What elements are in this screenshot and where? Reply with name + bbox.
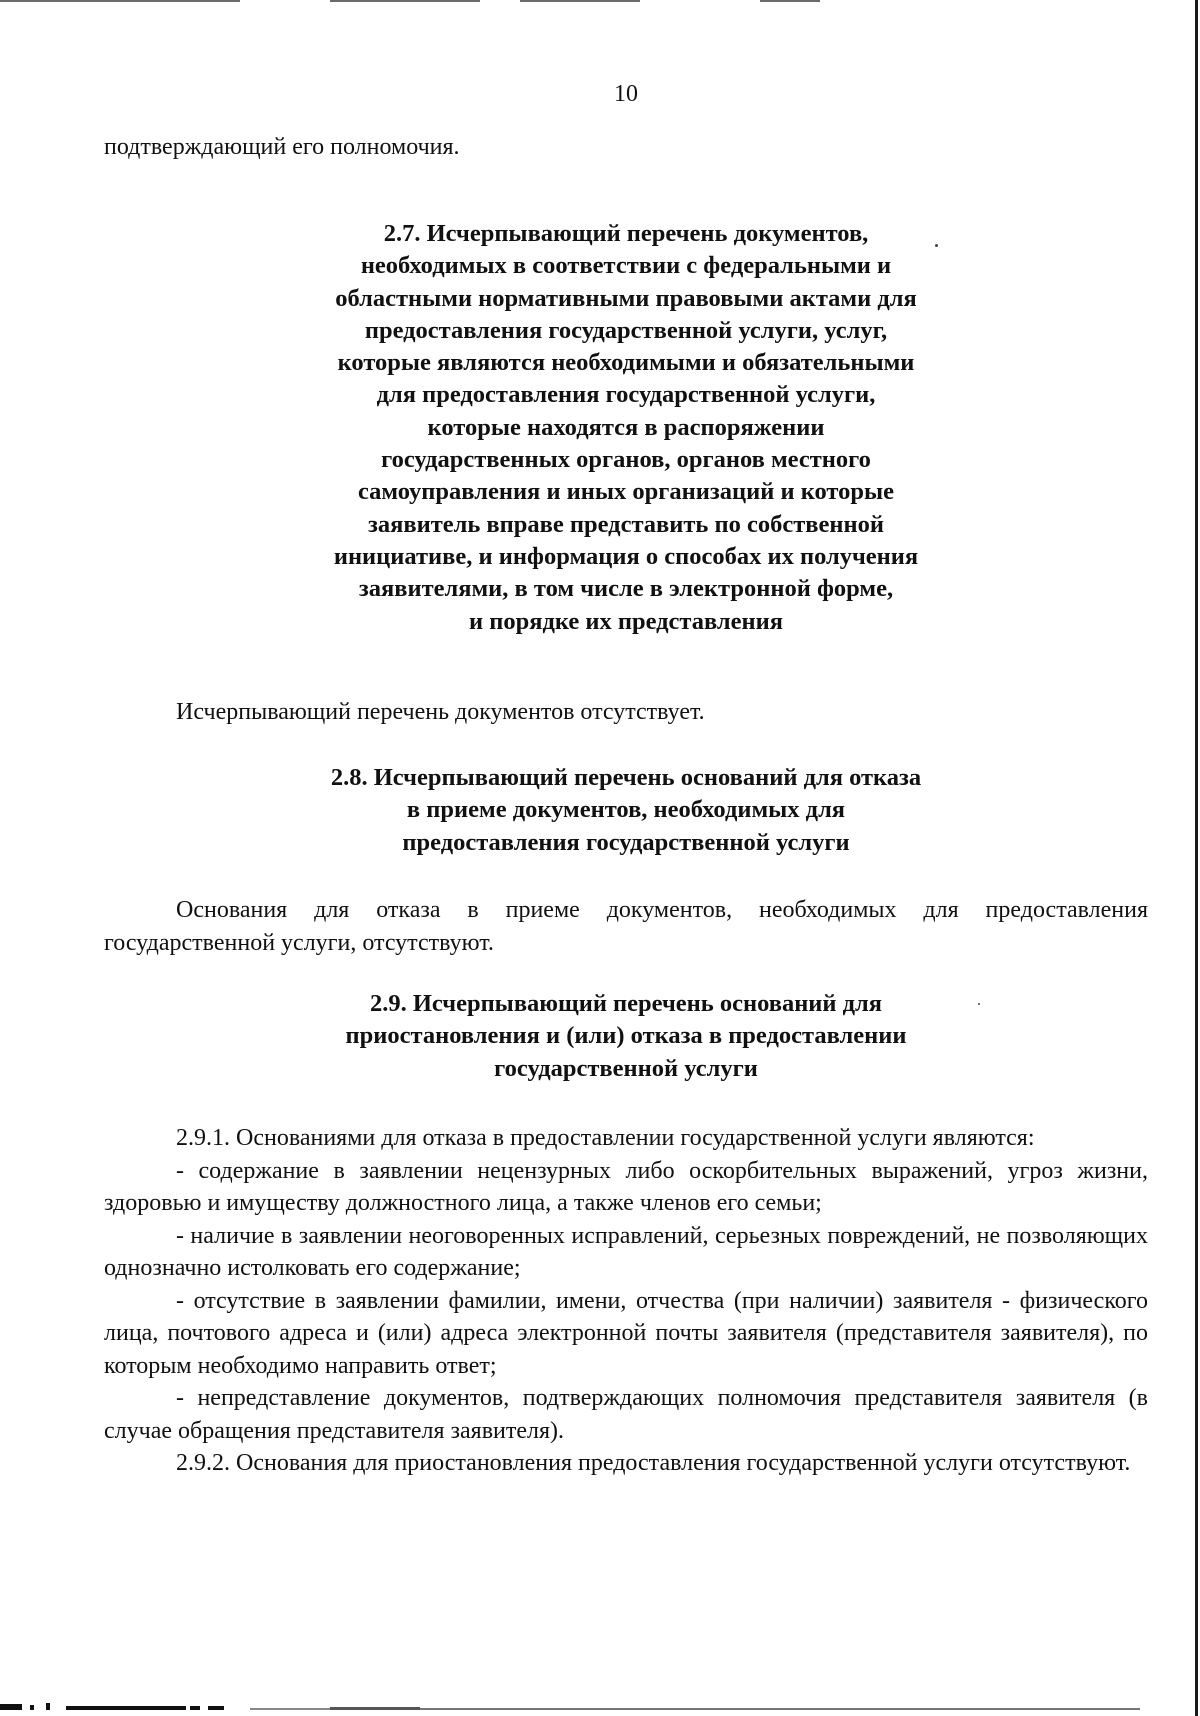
section-2-7-heading xyxy=(104,218,1148,638)
heading-line: 2.9. Исчерпывающий перечень оснований для xyxy=(369,990,883,1017)
heading-line: которые являются необходимыми и обязательными xyxy=(337,349,915,377)
paragraph-2-9-1: 2.9.1. Основаниями для отказа в предоставлении государственной услуги являются: xyxy=(176,1125,1035,1151)
heading-line: предоставления государственной услуги xyxy=(402,828,850,856)
list-item: - содержание в заявлении нецензурных либо оскорбительных выражений, угроз жизни, здоровью и имуществу должностного лица, а также членов его семьи; xyxy=(104,1157,1148,1216)
scan-artifact-top xyxy=(0,0,1200,3)
list-item: - наличие в заявлении неоговоренных исправлений, серьезных повреждений, не позволяющих однозначно истолковать его содержание; xyxy=(104,1222,1148,1281)
section-2-8-body: Основания для отказа в приеме документов, необходимых для предоставления государственной услуги, отсутствуют. xyxy=(104,897,1148,956)
page-number: 10 xyxy=(614,81,638,107)
heading-line: приостановления и (или) отказа в предоставлении xyxy=(345,1022,907,1050)
heading-line: необходимых в соответствии с федеральными и xyxy=(360,252,892,280)
heading-line: областными нормативными правовыми актами для xyxy=(335,284,917,312)
heading-line: заявителями, в том числе в электронной форме, xyxy=(358,575,894,603)
heading-line: предоставления государственной услуги, услуг, xyxy=(364,316,888,344)
heading-line: которые находятся в распоряжении xyxy=(427,413,825,441)
scan-border-right xyxy=(1195,0,1198,1716)
paragraph-2-9-2: 2.9.2. Основания для приостановления предоставления государственной услуги отсутствуют. xyxy=(176,1450,1131,1476)
heading-line: и порядке их представления xyxy=(468,607,784,635)
heading-line: инициативе, и информация о способах их получения xyxy=(333,542,919,570)
section-2-9-body xyxy=(104,1122,1148,1480)
scan-artifact-bottom xyxy=(0,1702,1200,1710)
list-item: - непредставление документов, подтверждающих полномочия представителя заявителя (в случае обращения представителя заявителя). xyxy=(104,1385,1148,1444)
heading-line: государственных органов, органов местного xyxy=(381,446,871,474)
scan-speck xyxy=(935,244,938,247)
heading-line: в приеме документов, необходимых для xyxy=(406,796,846,824)
section-2-9-heading xyxy=(104,988,1148,1085)
heading-line: 2.8. Исчерпывающий перечень оснований для отказа xyxy=(330,764,922,791)
heading-line: 2.7. Исчерпывающий перечень документов, xyxy=(383,220,869,247)
heading-line: самоуправления и иных организаций и которые xyxy=(357,478,895,506)
section-2-8-heading xyxy=(104,762,1148,859)
section-2-7-body: Исчерпывающий перечень документов отсутствует. xyxy=(176,699,705,725)
list-item: - отсутствие в заявлении фамилии, имени, отчества (при наличии) заявителя - физического лица, почтового адреса и (или) адреса электронной почты заявителя (представителя заявителя), по которым необходимо направить ответ; xyxy=(104,1287,1148,1379)
heading-line: государственной услуги xyxy=(494,1054,758,1082)
scan-speck xyxy=(978,1003,980,1005)
heading-line: заявитель вправе представить по собственной xyxy=(368,510,884,538)
continuation-text: подтверждающий его полномочия. xyxy=(104,134,460,160)
heading-line: для предоставления государственной услуги, xyxy=(376,381,876,409)
